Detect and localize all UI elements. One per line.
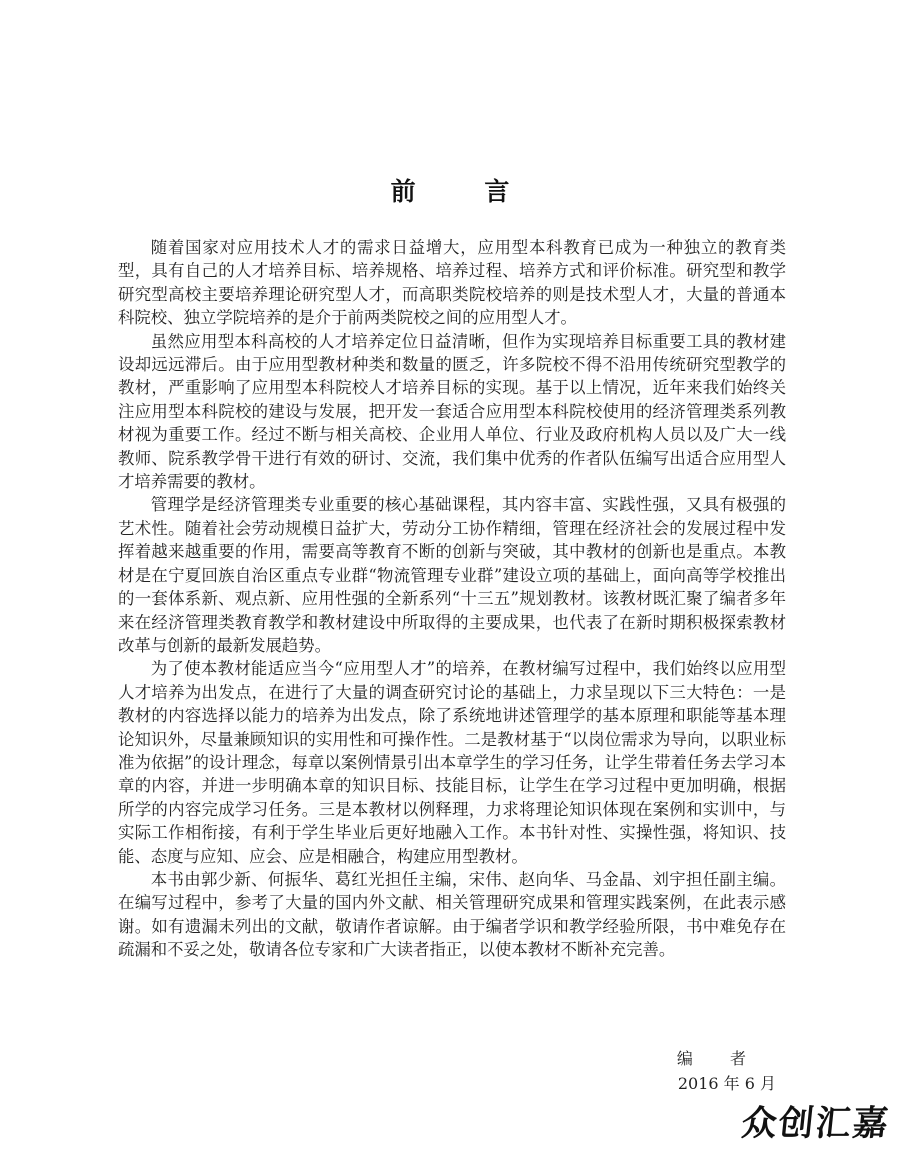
paragraph: 虽然应用型本科高校的人才培养定位日益清晰，但作为实现培养目标重要工具的教材建设却远远滞后。由于应用型教材种类和数量的匮乏，许多院校不得不沿用传统研究型教学的教材，严重影响了应用型本科院校人才培养目标的实现。基于以上情况，近年来我们始终关注应用型本科院校的建设与发展，把开发一套适合应用型本科院校使用的经济管理类系列教材视为重要工作。经过不断与相关高校、企业用人单位、行业及政府机构人员以及广大一线教师、院系教学骨干进行有效的研讨、交流，我们集中优秀的作者队伍编写出适合应用型人才培养需要的教材。 — [118, 331, 786, 492]
paragraph: 为了使本教材能适应当今“应用型人才”的培养，在教材编写过程中，我们始终以应用型人才培养为出发点，在进行了大量的调查研究讨论的基础上，力求呈现以下三大特色：一是教材的内容选择以能力的培养为出发点，除了系统地讲述管理学的基本原理和职能等基本理论知识外，尽量兼顾知识的实用性和可操作性。二是教材基于“以岗位需求为导向，以职业标准为依据”的设计理念，每章以案例情景引出本章学生的学习任务，让学生带着任务去学习本章的内容，并进一步明确本章的知识目标、技能目标，让学生在学习过程中更加明确，根据所学的内容完成学习任务。三是本教材以例释理，力求将理论知识体现在案例和实训中，与实际工作相衔接，有利于学生毕业后更好地融入工作。本书针对性、实操性强，将知识、技能、态度与应知、应会、应是相融合，构建应用型教材。 — [118, 659, 786, 866]
paragraph: 管理学是经济管理类专业重要的核心基础课程，其内容丰富、实践性强，又具有极强的艺术性。随着社会劳动规模日益扩大，劳动分工协作精细，管理在经济社会的发展过程中发挥着越来越重要的作用，需要高等教育不断的创新与突破，其中教材的创新也是重点。本教材是在宁夏回族自治区重点专业群“物流管理专业群”建设立项的基础上，面向高等学校推出的一套体系新、观点新、应用性强的全新系列“十三五”规划教材。该教材既汇聚了编者多年来在经济管理类教育教学和教材建设中所取得的主要成果，也代表了在新时期积极探索教材改革与创新的最新发展趋势。 — [118, 495, 786, 655]
paragraph: 本书由郭少新、何振华、葛红光担任主编，宋伟、赵向华、马金晶、刘宇担任副主编。在编写过程中，参考了大量的国内外文献、相关管理研究成果和管理实践案例，在此表示感谢。如有遗漏未列出的文献，敬请作者谅解。由于编者学识和教学经验所限，书中难免存在疏漏和不妥之处，敬请各位专家和广大读者指正，以使本教材不断补充完善。 — [118, 869, 786, 960]
preface-body — [118, 236, 786, 962]
signature-block — [677, 1046, 776, 1096]
signature-author: 编 者 — [676, 1049, 762, 1068]
paragraph: 随着国家对应用技术人才的需求日益增大，应用型本科教育已成为一种独立的教育类型，具有自己的人才培养目标、培养规格、培养过程、培养方式和评价标准。研究型和教学研究型高校主要培养理论研究型人才，而高职类院校培养的则是技术型人才，大量的普通本科院校、独立学院培养的是介于前两类院校之间的应用型人才。 — [118, 238, 786, 328]
signature-date: 2016 年 6 月 — [677, 1074, 776, 1093]
page-title: 前 言 — [390, 177, 540, 206]
watermark-logo: 众创汇嘉 — [739, 1104, 892, 1144]
